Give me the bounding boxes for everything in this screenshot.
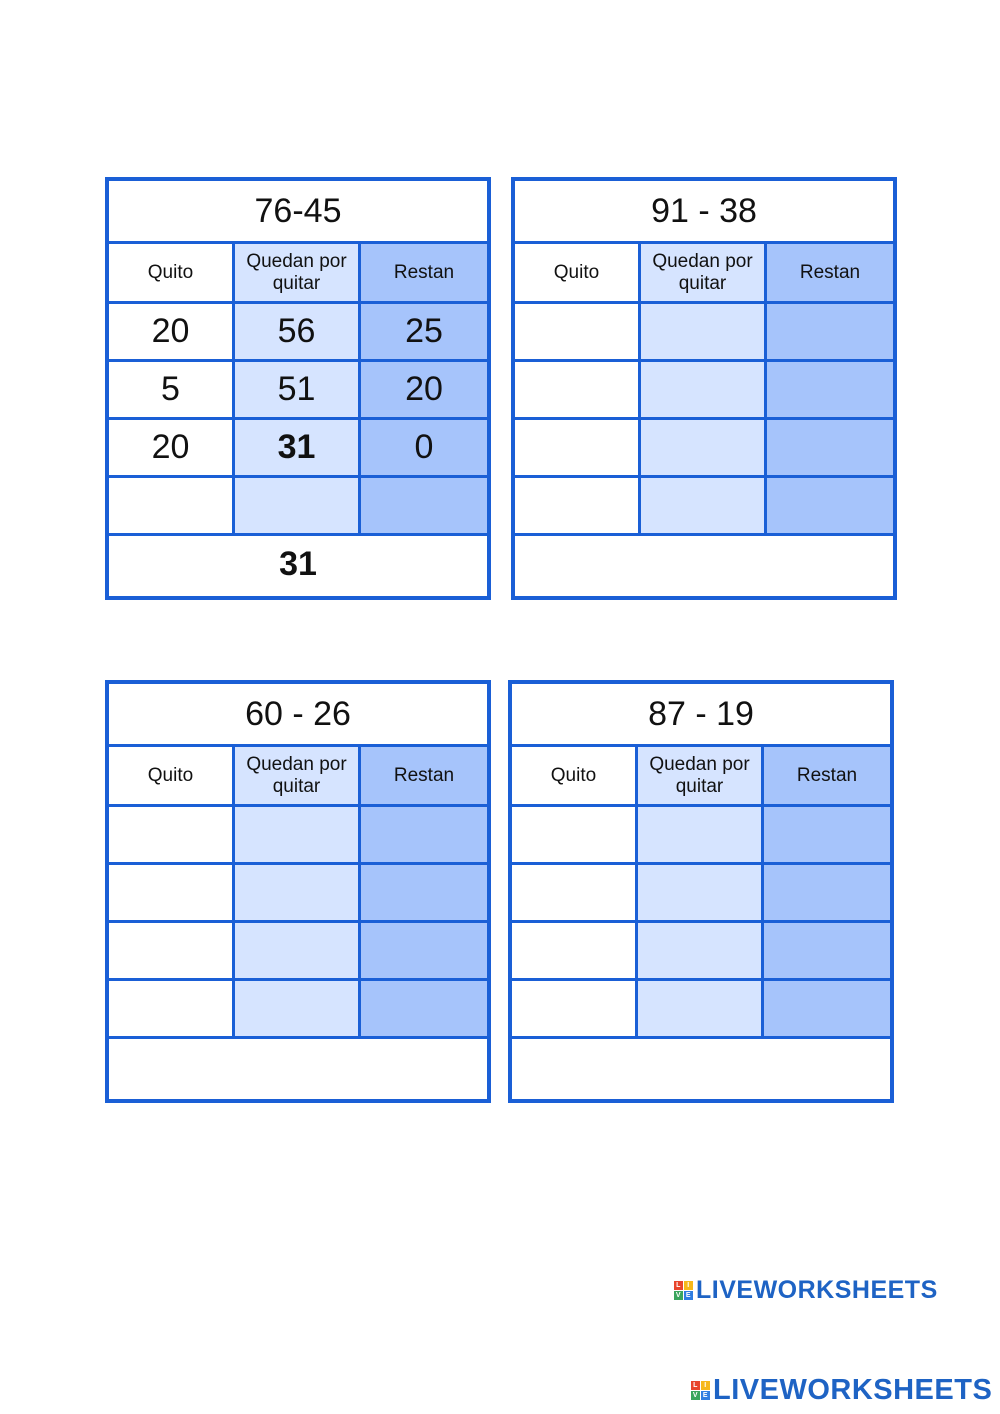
quedan-cell[interactable]: [641, 420, 767, 478]
restan-cell[interactable]: [361, 981, 487, 1039]
restan-cell[interactable]: [767, 420, 893, 478]
header-quito: Quito: [109, 244, 235, 304]
subtraction-table: [512, 747, 890, 1039]
quito-cell[interactable]: [515, 362, 641, 420]
card-title: 91 - 38: [515, 181, 893, 244]
quito-cell[interactable]: [515, 304, 641, 362]
quedan-cell[interactable]: [638, 807, 764, 865]
subtraction-card-60-26: [105, 680, 491, 1103]
quedan-cell[interactable]: [235, 478, 361, 536]
restan-cell[interactable]: [764, 865, 890, 923]
restan-cell[interactable]: [767, 478, 893, 536]
result-cell[interactable]: 31: [279, 544, 317, 583]
subtraction-card-91-38: [511, 177, 897, 600]
liveworksheets-logo: [674, 1276, 938, 1305]
restan-cell[interactable]: [361, 923, 487, 981]
quedan-cell[interactable]: [235, 923, 361, 981]
card-title: 76-45: [109, 181, 487, 244]
header-quedan-por-quitar: Quedan por quitar: [235, 244, 361, 304]
logo-text: LIVEWORKSHEETS: [713, 1374, 993, 1406]
restan-cell[interactable]: [767, 304, 893, 362]
quito-cell[interactable]: [109, 807, 235, 865]
quedan-cell[interactable]: [235, 981, 361, 1039]
header-quito: Quito: [512, 747, 638, 807]
restan-cell[interactable]: [764, 807, 890, 865]
quedan-cell[interactable]: 31: [235, 420, 361, 478]
quedan-cell[interactable]: [641, 362, 767, 420]
card-title: 60 - 26: [109, 684, 487, 747]
header-restan: Restan: [767, 244, 893, 304]
restan-cell[interactable]: [764, 923, 890, 981]
quito-cell[interactable]: 20: [109, 420, 235, 478]
quito-cell[interactable]: 5: [109, 362, 235, 420]
card-title: 87 - 19: [512, 684, 890, 747]
header-restan: Restan: [361, 244, 487, 304]
quito-cell[interactable]: [109, 478, 235, 536]
header-restan: Restan: [764, 747, 890, 807]
quedan-cell[interactable]: [641, 304, 767, 362]
restan-cell[interactable]: 0: [361, 420, 487, 478]
quito-cell[interactable]: [512, 923, 638, 981]
result-cell[interactable]: [512, 1039, 890, 1095]
quedan-cell[interactable]: 56: [235, 304, 361, 362]
subtraction-table: [109, 244, 487, 536]
quito-cell[interactable]: [512, 807, 638, 865]
quedan-cell[interactable]: [638, 923, 764, 981]
restan-cell[interactable]: [361, 865, 487, 923]
quedan-cell[interactable]: 51: [235, 362, 361, 420]
subtraction-table: [515, 244, 893, 536]
restan-cell[interactable]: 20: [361, 362, 487, 420]
quito-cell[interactable]: [109, 865, 235, 923]
result-cell[interactable]: [515, 536, 893, 592]
quedan-cell[interactable]: [638, 865, 764, 923]
quito-cell[interactable]: [515, 478, 641, 536]
result-cell[interactable]: [109, 1039, 487, 1095]
quedan-cell[interactable]: [641, 478, 767, 536]
quito-cell[interactable]: [512, 981, 638, 1039]
subtraction-table: [109, 747, 487, 1039]
quedan-cell[interactable]: [235, 865, 361, 923]
liveworksheets-logo: [691, 1374, 992, 1407]
quito-cell[interactable]: [109, 923, 235, 981]
header-quedan-por-quitar: Quedan por quitar: [235, 747, 361, 807]
header-quedan-por-quitar: Quedan por quitar: [641, 244, 767, 304]
subtraction-card-76-45: [105, 177, 491, 600]
header-quedan-por-quitar: Quedan por quitar: [638, 747, 764, 807]
quito-cell[interactable]: 20: [109, 304, 235, 362]
quedan-cell[interactable]: [638, 981, 764, 1039]
header-quito: Quito: [515, 244, 641, 304]
logo-text: LIVEWORKSHEETS: [696, 1276, 938, 1304]
liveworksheets-logo-icon: L I V E: [692, 1382, 709, 1399]
quito-cell[interactable]: [512, 865, 638, 923]
restan-cell[interactable]: [361, 807, 487, 865]
liveworksheets-logo-icon: L I V E: [675, 1282, 692, 1299]
header-quito: Quito: [109, 747, 235, 807]
restan-cell[interactable]: [764, 981, 890, 1039]
quito-cell[interactable]: [109, 981, 235, 1039]
restan-cell[interactable]: [767, 362, 893, 420]
quito-cell[interactable]: [515, 420, 641, 478]
restan-cell[interactable]: 25: [361, 304, 487, 362]
quedan-cell[interactable]: [235, 807, 361, 865]
subtraction-card-87-19: [508, 680, 894, 1103]
header-restan: Restan: [361, 747, 487, 807]
restan-cell[interactable]: [361, 478, 487, 536]
